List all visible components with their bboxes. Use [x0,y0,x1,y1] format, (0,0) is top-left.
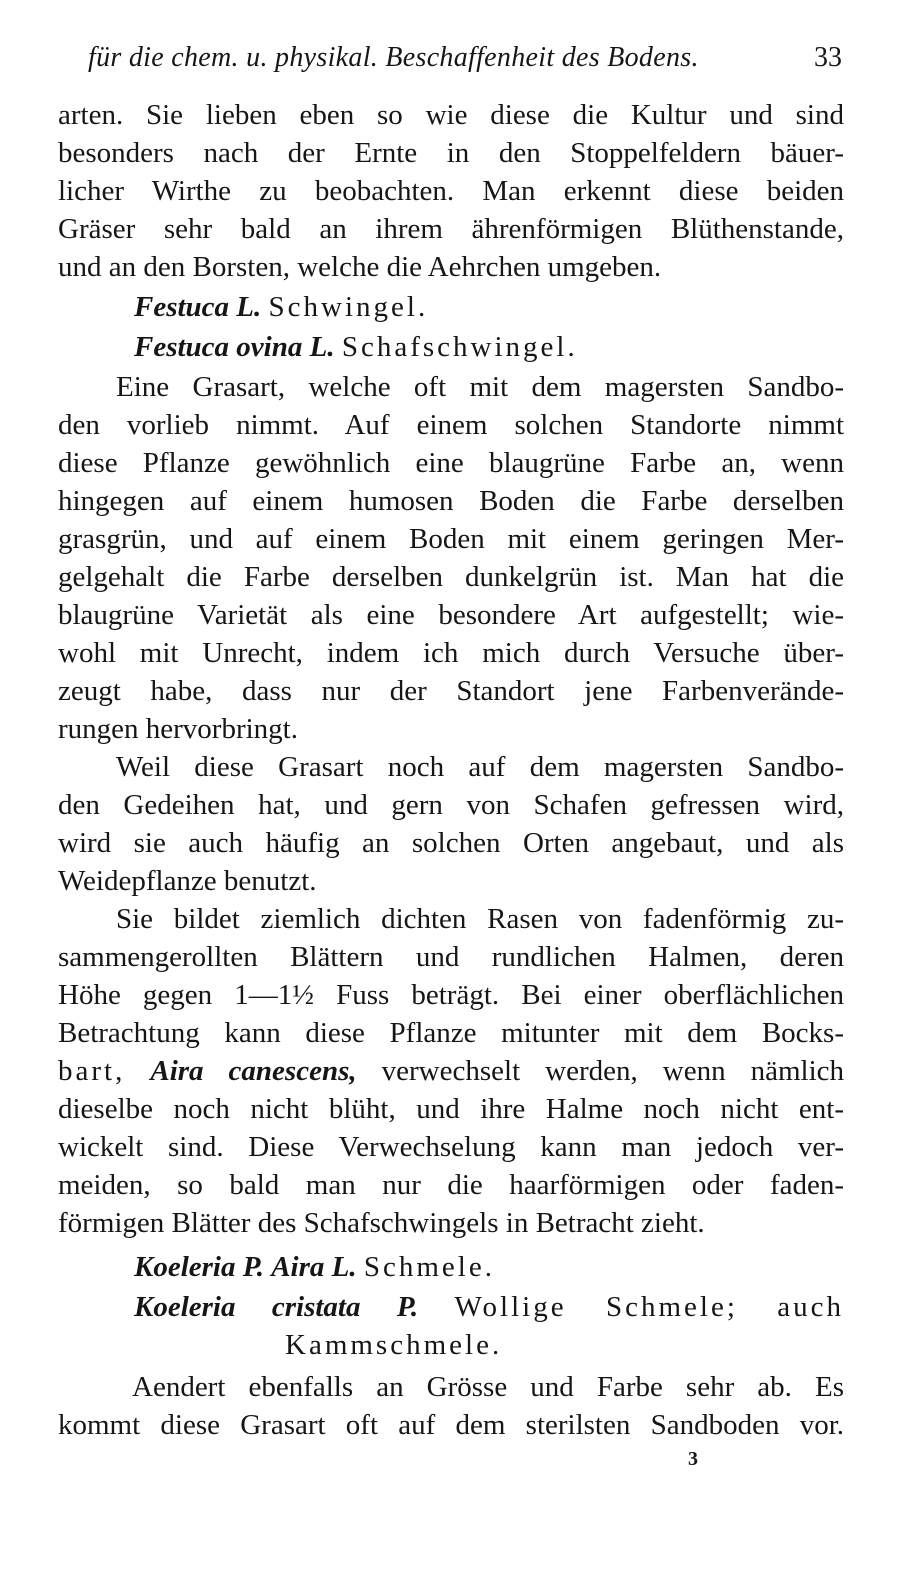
page-body [58,96,844,1444]
text-line: zeugt habe, dass nur der Standort jene Farbenverände- [58,675,844,707]
taxon-heading-koeleria-cristata [134,1288,844,1364]
text-line: förmigen Blätter des Schafschwingels in Betracht zieht. [58,1207,705,1239]
paragraph-5 [58,1368,844,1444]
text-line: Höhe gegen 1—1½ Fuss beträgt. Bei einer oberflächlichen [58,979,844,1011]
text-line: arten. Sie lieben eben so wie diese die Kultur und sind [58,99,844,131]
latin-name: Koeleria P. [134,1251,264,1283]
german-name: Schmele. [363,1251,495,1283]
text-line: wird sie auch häufig an solchen Orten angebaut, und als [58,827,844,859]
text-line: Weil diese Grasart noch auf dem magersten Sandbo- [116,751,844,783]
taxon-heading-festuca-ovina [134,328,844,366]
latin-synonym: Aira L. [271,1251,357,1283]
paragraph-4 [58,900,844,1242]
text-line: Weidepflanze benutzt. [58,865,317,897]
latin-name: Aira canescens, [150,1055,357,1087]
page-header [58,38,842,78]
text-line: Eine Grasart, welche oft mit dem magersten Sandbo- [116,371,844,403]
text-line: gelgehalt die Farbe derselben dunkelgrün ist. Man hat die [58,561,844,593]
text-line: grasgrün, und auf einem Boden mit einem geringen Mer- [58,523,844,555]
german-name: Schafschwingel. [341,331,578,363]
running-title: für die chem. u. physikal. Beschaffenheit des Bodens. [88,42,699,73]
text-line [58,1052,844,1090]
text-line: blaugrüne Varietät als eine besondere Art aufgestellt; wie- [58,599,844,631]
taxon-heading-koeleria [134,1248,844,1286]
text-line: licher Wirthe zu beobachten. Man erkennt diese beiden [58,175,844,207]
text-line: Aendert ebenfalls an Grösse und Farbe sehr ab. Es [132,1371,844,1403]
text-line: Sie bildet ziemlich dichten Rasen von fadenförmig zu- [116,903,844,935]
paragraph-1 [58,96,844,286]
text-line: Betrachtung kann diese Pflanze mitunter mit dem Bocks- [58,1017,844,1049]
text-line: wickelt sind. Diese Verwechselung kann man jedoch ver- [58,1131,844,1163]
text-line: dieselbe noch nicht blüht, und ihre Halme noch nicht ent- [58,1093,844,1125]
latin-name: Festuca L. [134,291,262,323]
common-name: bart, [58,1055,126,1087]
text-line: wohl mit Unrecht, indem ich mich durch Versuche über- [58,637,844,669]
taxon-heading-festuca [134,288,844,326]
latin-name: Koeleria cristata P. [134,1291,419,1323]
text-line: diese Pflanze gewöhnlich eine blaugrüne Farbe an, wenn [58,447,844,479]
text-line: hingegen auf einem humosen Boden die Farbe derselben [58,485,844,517]
text-line: und an den Borsten, welche die Aehrchen umgeben. [58,251,662,283]
latin-name: Festuca ovina L. [134,331,335,363]
paragraph-3 [58,748,844,900]
text-line: den Gedeihen hat, und gern von Schafen gefressen wird, [58,789,844,821]
page-number: 33 [814,42,842,73]
text-line: meiden, so bald man nur die haarförmigen oder faden- [58,1169,844,1201]
text-line: Gräser sehr bald an ihrem ährenförmigen Blüthenstande, [58,213,844,245]
text-line: kommt diese Grasart oft auf dem sterilsten Sandboden vor. [58,1409,844,1441]
text-fragment: verwechselt werden, wenn nämlich [381,1055,844,1087]
text-line: rungen hervorbringt. [58,713,298,745]
text-line: den vorlieb nimmt. Auf einem solchen Standorte nimmt [58,409,844,441]
german-name-2: Kammschmele. [285,1329,503,1361]
german-name: Schwingel. [268,291,429,323]
text-line [134,1288,844,1326]
text-line: sammengerollten Blättern und rundlichen Halmen, deren [58,941,844,973]
german-name: Wollige Schmele; auch [454,1291,845,1323]
paragraph-2 [58,368,844,748]
text-line: besonders nach der Ernte in den Stoppelfeldern bäuer- [58,137,844,169]
signature-mark: 3 [688,1448,698,1470]
